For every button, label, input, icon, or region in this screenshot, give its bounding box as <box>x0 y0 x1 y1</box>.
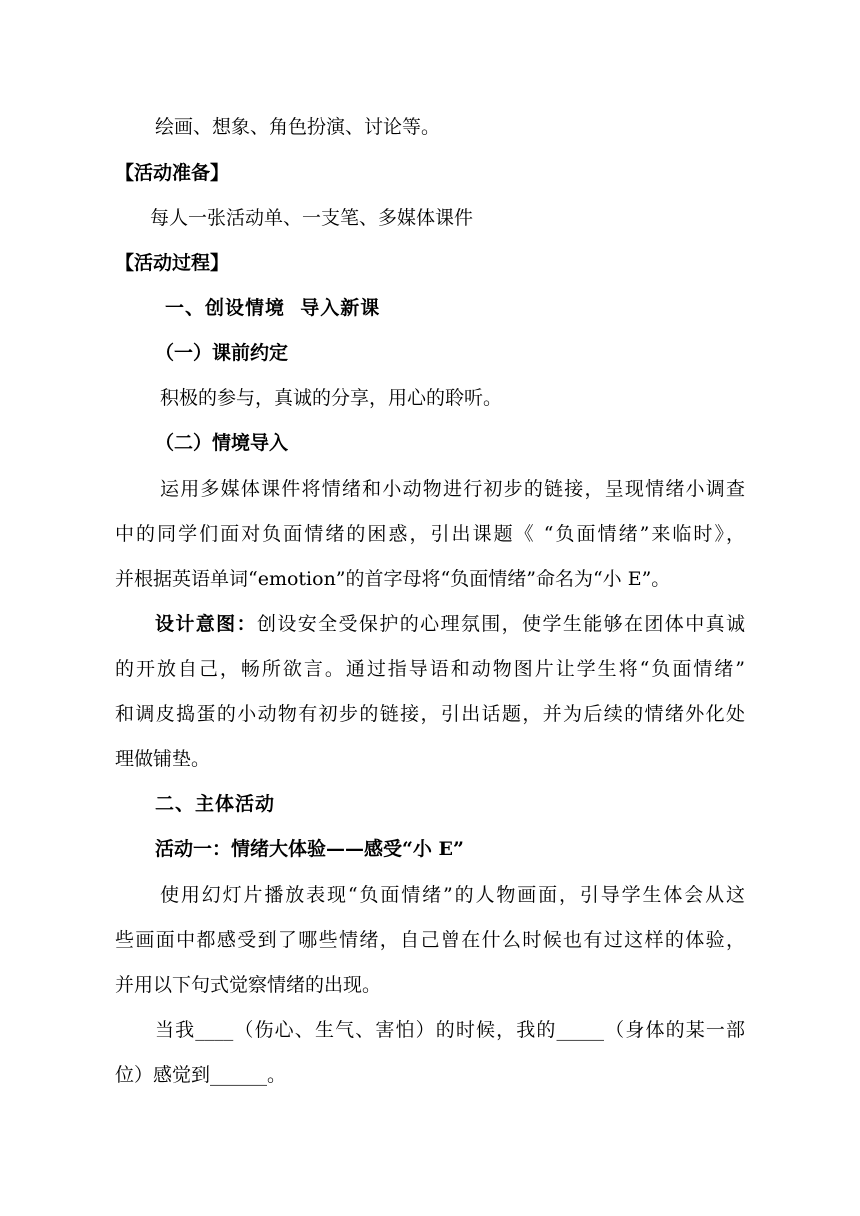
intro-paragraph-line-2: 中的同学们面对负面情绪的困惑，引出课题《 “负面情绪”来临时》， <box>115 523 745 545</box>
sub1-title: （一）课前约定 <box>155 342 289 364</box>
design-intent-line-1 <box>155 613 745 635</box>
intro-paragraph-line-1: 运用多媒体课件将情绪和小动物进行初步的链接，呈现情绪小调查 <box>160 478 745 500</box>
design-intent-text: 创设安全受保护的心理氛围，使学生能够在团体中真诚 <box>256 613 745 635</box>
sentence-frame-line-1: 当我____（伤心、生气、害怕）的时候，我的_____（身体的某一部 <box>155 1019 745 1041</box>
process-heading: 【活动过程】 <box>115 252 230 274</box>
section1-title: 一、创设情境 导入新课 <box>165 297 381 319</box>
activity1-line-3: 并用以下句式觉察情绪的出现。 <box>115 974 382 996</box>
design-intent-line-2: 的开放自己，畅所欲言。通过指导语和动物图片让学生将“负面情绪” <box>115 658 745 680</box>
intro-paragraph-line-3: 并根据英语单词“emotion”的首字母将“负面情绪”命名为“小 E”。 <box>115 568 671 590</box>
design-intent-label: 设计意图： <box>155 613 257 635</box>
section2-title: 二、主体活动 <box>155 793 276 815</box>
activity1-title: 活动一：情绪大体验——感受“小 E” <box>155 838 464 860</box>
prep-text: 每人一张活动单、一支笔、多媒体课件 <box>150 207 474 229</box>
sentence-frame-line-2: 位）感觉到______。 <box>115 1064 287 1086</box>
design-intent-line-4: 理做铺垫。 <box>115 748 211 770</box>
methods-line: 绘画、想象、角色扮演、讨论等。 <box>155 116 441 138</box>
sub1-text: 积极的参与，真诚的分享，用心的聆听。 <box>160 387 503 409</box>
sub2-title: （二）情境导入 <box>155 432 289 454</box>
prep-heading: 【活动准备】 <box>115 162 230 184</box>
design-intent-line-3: 和调皮捣蛋的小动物有初步的链接，引出话题，并为后续的情绪外化处 <box>115 703 745 725</box>
activity1-line-2: 些画面中都感受到了哪些情绪，自己曾在什么时候也有过这样的体验， <box>115 929 745 951</box>
activity1-line-1: 使用幻灯片播放表现“负面情绪”的人物画面，引导学生体会从这 <box>160 884 745 906</box>
